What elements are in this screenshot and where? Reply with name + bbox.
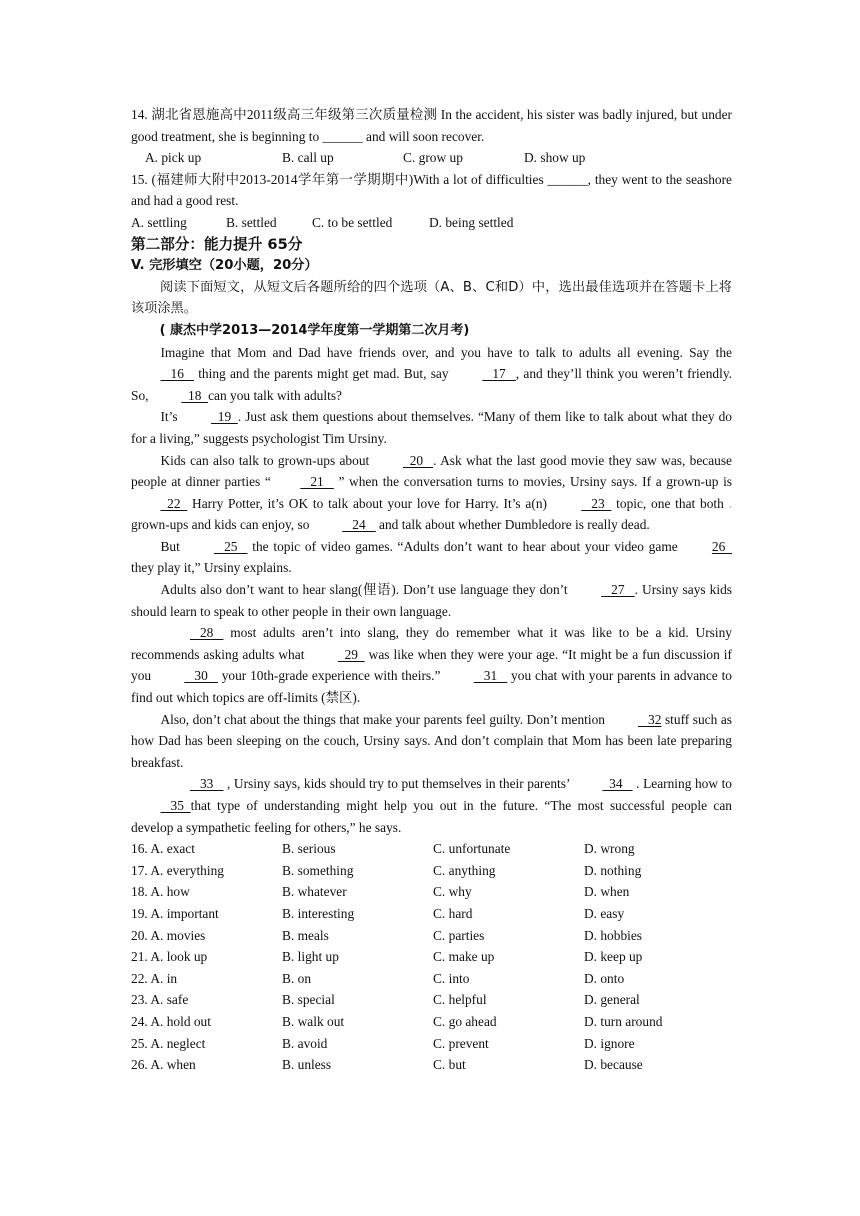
option-row: 23. A. safe B. special C. helpful D. general (131, 992, 640, 1008)
instructions: 阅读下面短文，从短文后各题所给的四个选项（A、B、C和D）中，选出最佳选项并在答题卡上将该项涂黑。 (131, 279, 732, 317)
blank-33: 33 (189, 776, 224, 792)
part-two-heading: 第二部分：能力提升 65分 (131, 235, 303, 253)
blank-17: 17 (482, 366, 516, 382)
blank-27: 27 (601, 582, 635, 598)
option: A. settling (131, 214, 187, 230)
option: B. settled (226, 214, 277, 230)
question-14-stem: 14. 湖北省恩施高中2011级高三年级第三次质量检测 In the accident, his sister was badly injured, but under good treatment, she is beginning to ______ and will soon recover. (131, 107, 732, 144)
blank-28: 28 (189, 625, 224, 641)
blank-26: 26 (711, 538, 732, 554)
blank-21: 21 (300, 474, 334, 490)
blank-32: 32 (638, 711, 662, 727)
option: C. grow up (403, 150, 463, 166)
option-row: 25. A. neglect B. avoid C. prevent D. ignore (131, 1035, 635, 1051)
passage-paragraph: Kids can also talk to grown-ups about 20 . Ask what the last good movie they saw was, because people at dinner parties “ 21 ” when the conversation turns to movies, Ursiny says. If a grown-up is 22 Harry Potter, it’s OK to talk about your love for Harry. It’s a(n) 23 topic, one that both . grown-ups and kids can enjoy, so 24 and talk about whether Dumbledore is really dead. (131, 450, 732, 536)
source-note: ( 康杰中学2013—2014学年度第一学期第二次月考) (159, 322, 470, 338)
blank-24: 24 (342, 517, 376, 533)
answer-options (131, 838, 732, 1076)
option-row: 20. A. movies B. meals C. parties D. hobbies (131, 927, 643, 943)
passage-paragraph: 33 , Ursiny says, kids should try to put themselves in their parents’ 34 . Learning how to 35 that type of understanding might help you out in the future. “The most successful people can develop a sympathetic feeling for others,” he says. (131, 773, 732, 838)
passage-paragraph: Also, don’t chat about the things that make your parents feel guilty. Don’t mention 32 stuff such as how Dad has been sleeping on the couch, Ursiny says. And don’t complain that Mom has been late preparing breakfast. (131, 709, 732, 774)
blank-35: 35 (160, 798, 191, 813)
option-row: 21. A. look up B. light up C. make up D. keep up (131, 949, 643, 965)
option-row: 24. A. hold out B. walk out C. go ahead D. turn around (131, 1013, 663, 1029)
option: C. to be settled (312, 214, 393, 230)
option: A. pick up (145, 150, 202, 166)
stray-mark: . (728, 495, 732, 511)
passage-paragraph: Imagine that Mom and Dad have friends over, and you have to talk to adults all evening. Say the 16 thing and the parents might get mad. But, say 17 , and they’ll think you weren’t friendly. So, 18 can you talk with adults? (131, 342, 732, 407)
blank-29: 29 (337, 646, 365, 662)
question-15-stem: 15. (福建师大附中2013-2014学年第一学期期中)With a lot of difficulties ______, they went to the seashore and had a good rest. (131, 171, 732, 209)
option-row: 16. A. exact B. serious C. unfortunate D. wrong (131, 841, 635, 857)
blank-19: 19 (211, 409, 238, 425)
passage-paragraph: Adults also don’t want to hear slang(俚语). Don’t use language they don’t 27 . Ursiny says kids should learn to speak to other people in their own language. (131, 579, 732, 622)
option-row: 18. A. how B. whatever C. why D. when (131, 884, 630, 900)
blank-31: 31 (473, 668, 508, 684)
blank-20: 20 (403, 452, 434, 468)
option: D. being settled (429, 214, 514, 230)
passage-paragraph: But 25 the topic of video games. “Adults don’t want to hear about your video game 26 they play it,” Ursiny explains. (131, 536, 732, 579)
section-v-heading: V. 完形填空（20小题，20分） (131, 258, 318, 274)
blank-23: 23 (581, 495, 612, 511)
option-row: 19. A. important B. interesting C. hard D. easy (131, 905, 625, 921)
question-15-options (131, 212, 732, 234)
blank-22: 22 (160, 495, 188, 511)
option: D. show up (524, 150, 586, 166)
option-row: 17. A. everything B. something C. anything D. nothing (131, 862, 642, 878)
blank-30: 30 (184, 668, 218, 684)
option-row: 22. A. in B. on C. into D. onto (131, 970, 625, 986)
option: B. call up (282, 150, 334, 166)
blank-34: 34 (602, 776, 633, 792)
blank-25: 25 (214, 538, 248, 554)
passage-paragraph: 28 most adults aren’t into slang, they do remember what it was like to be a kid. Ursiny recommends asking adults what 29 was like when they were your age. “It might be a fun discussion if you 30 your 10th-grade experience with theirs.” 31 you chat with your parents in advance to find out which topics are off-limits (禁区). (131, 622, 732, 708)
document-page (131, 104, 732, 1076)
passage-paragraph: It’s 19 . Just ask them questions about themselves. “Many of them like to talk about what they do for a living,” suggests psychologist Tim Ursiny. (131, 406, 732, 449)
question-14-options (131, 147, 732, 169)
blank-18: 18 (181, 387, 209, 403)
option-row: 26. A. when B. unless C. but D. because (131, 1057, 643, 1073)
blank-16: 16 (160, 366, 194, 382)
